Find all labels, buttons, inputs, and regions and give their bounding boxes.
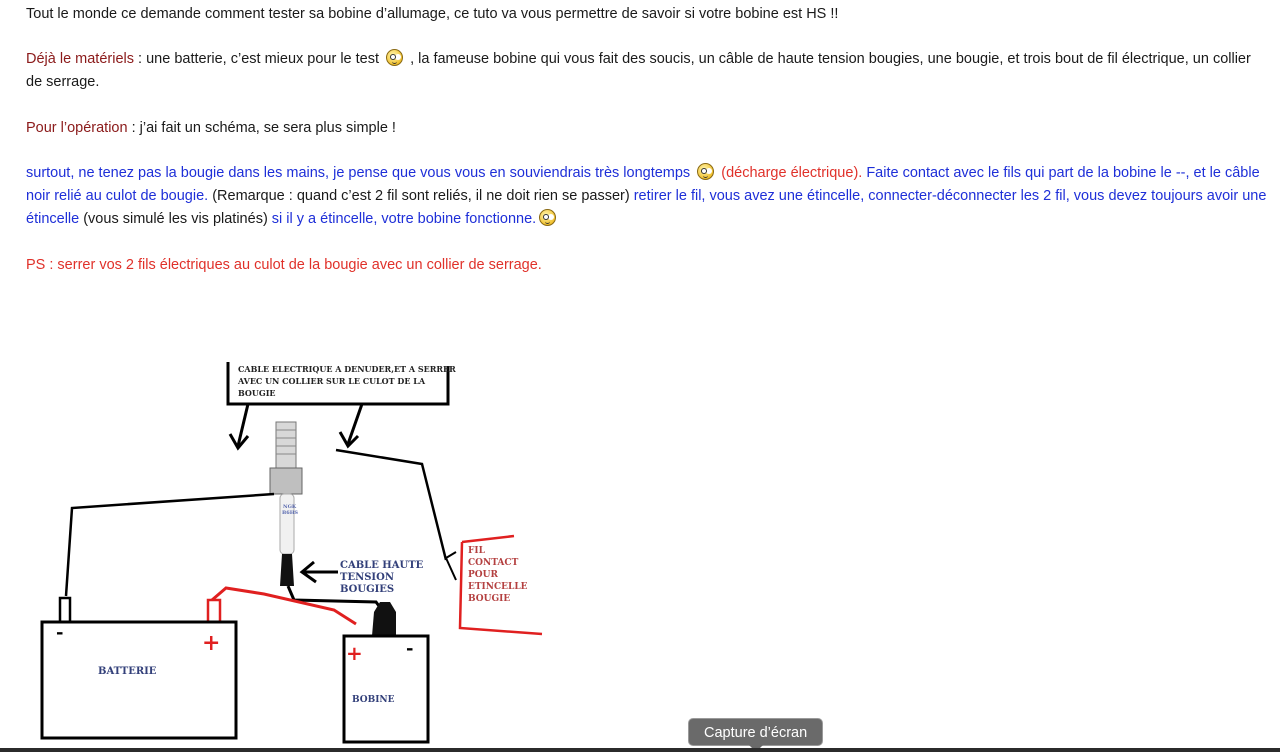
instructions-text-7: si il y a étincelle, votre bobine fonctionne. — [267, 211, 537, 227]
hv-label-3: BOUGIES — [340, 584, 395, 595]
callout-line-1: CABLE ELECTRIQUE A DENUDER,ET A SERRER — [238, 364, 456, 374]
instructions-text-3: Faite contact avec le fils qui part de la bobine le --, et le câble noir relié au culot de bougie. — [26, 165, 1260, 204]
contact-label-5: BOUGIE — [468, 594, 511, 604]
ground-wire — [66, 494, 274, 596]
plug-marking-1: NGK — [283, 504, 297, 510]
instructions-text-6: (vous simulé les vis platinés) — [79, 211, 268, 227]
battery-minus: - — [56, 622, 64, 643]
callout-line-2: AVEC UN COLLIER SUR LE CULOT DE LA — [238, 376, 426, 386]
callout-box — [228, 362, 456, 448]
materials-label: Déjà le matériels — [26, 51, 134, 67]
instructions-text-1: surtout, ne tenez pas la bougie dans les mains, je pense que vous vous en souviendrais très longtemps — [26, 165, 695, 181]
battery-plus: + — [202, 630, 221, 656]
smiley-icon — [539, 209, 556, 226]
ps-text: PS : serrer vos 2 fils électriques au culot de la bougie avec un collier de serrage. — [26, 257, 542, 273]
arrow-icon — [302, 562, 338, 582]
battery-icon — [42, 598, 236, 738]
materials-text-1: une batterie, c’est mieux pour le test — [146, 51, 384, 67]
coil-plus: + — [346, 641, 363, 665]
operation-label: Pour l’opération — [26, 120, 128, 136]
instructions-text-5: retirer le fil, vous avez une étincelle, connecter-déconnecter les 2 fil, vous devez toujours avoir une étincelle — [26, 188, 1267, 227]
intro-text: Tout le monde ce demande comment tester sa bobine d’allumage, ce tuto va vous permettre de savoir si votre bobine est HS !! — [26, 6, 839, 22]
materials-text-2: , la fameuse bobine qui vous fait des soucis, un câble de haute tension bougies, une bougie, et trois bout de fil électrique, un collier de serrage. — [26, 51, 1251, 90]
positive-wire — [212, 588, 356, 624]
instructions-text-4: (Remarque : quand c’est 2 fil sont reliés, il ne doit rien se passer) — [208, 188, 630, 204]
operation-text: : j’ai fait un schéma, se sera plus simple ! — [127, 120, 396, 136]
bottom-bar — [0, 748, 1280, 752]
plug-marking-2: B6HS — [282, 510, 299, 516]
hv-label-1: CABLE HAUTE — [340, 560, 424, 571]
contact-label-1: FIL — [468, 546, 485, 556]
screenshot-tooltip: Capture d’écran — [688, 718, 823, 746]
coil-minus: - — [406, 638, 414, 659]
instructions-text-2: (décharge électrique). — [717, 165, 863, 181]
wiring-diagram — [26, 290, 626, 750]
contact-wire — [336, 450, 446, 560]
smiley-icon — [697, 163, 714, 180]
contact-label-2: CONTACT — [468, 558, 519, 568]
operation-paragraph — [26, 117, 1270, 140]
coil-label: BOBINE — [352, 695, 395, 705]
contact-label-4: ETINCELLE — [468, 582, 528, 592]
hv-label-2: TENSION — [340, 572, 394, 583]
contact-label-3: POUR — [468, 570, 498, 580]
materials-paragraph — [26, 48, 1270, 94]
spark-plug-icon — [270, 422, 302, 586]
instructions-paragraph — [26, 162, 1270, 231]
callout-line-3: BOUGIE — [238, 388, 276, 398]
smiley-icon — [386, 49, 403, 66]
materials-sep: : — [134, 51, 147, 67]
battery-label: BATTERIE — [98, 666, 157, 677]
